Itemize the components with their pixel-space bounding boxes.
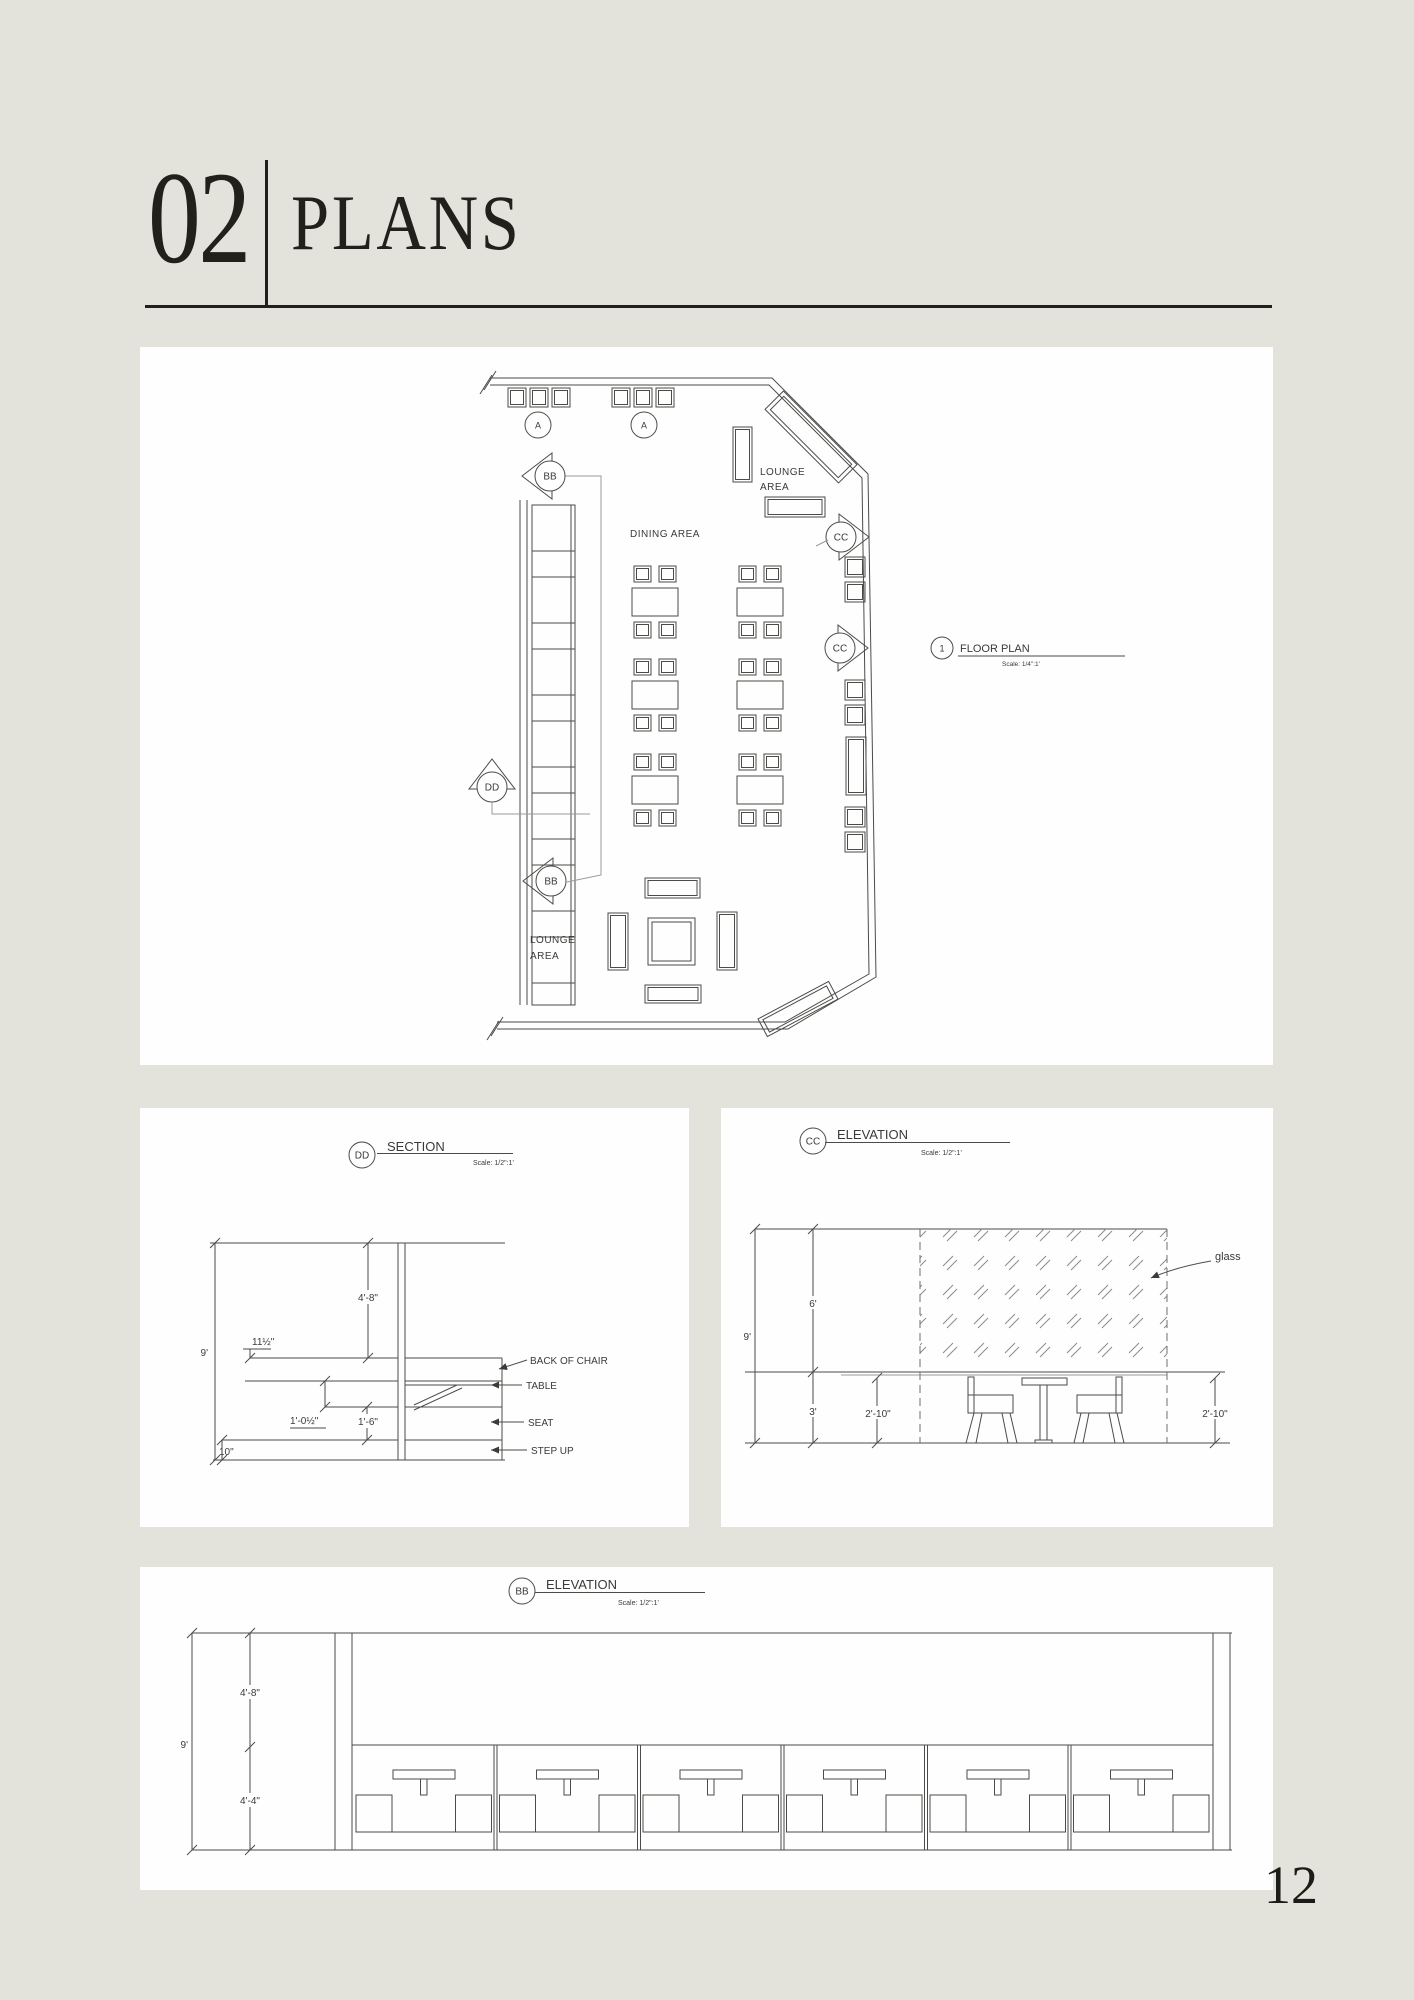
booth-bays <box>356 1745 1209 1850</box>
chairs-and-table <box>966 1377 1124 1443</box>
lounge-top-label-1: LOUNGE <box>760 467 806 478</box>
dim-upper: 4'-8" <box>240 1688 260 1699</box>
annotation-leaders <box>491 1360 527 1450</box>
elevation-bb-title: ELEVATION <box>546 1577 618 1592</box>
section-dd-drawing <box>140 1108 689 1527</box>
dim-upper: 6' <box>809 1299 817 1310</box>
section-dd-title: SECTION <box>387 1139 445 1154</box>
annotation-table: TABLE <box>526 1381 557 1392</box>
dim-counter-right: 2'-10" <box>1202 1409 1228 1420</box>
elevation-cc-bubble-label: CC <box>805 1136 821 1148</box>
dimension-lines <box>210 1238 373 1465</box>
annotation-step-up: STEP UP <box>531 1446 574 1457</box>
marker-a-2-label: A <box>640 420 648 431</box>
elevation-bb-linework <box>187 1578 1232 1855</box>
callout-scale: Scale: 1/4":1' <box>1002 661 1040 668</box>
section-dd-bubble-label: DD <box>354 1150 370 1162</box>
banquette-booths <box>520 500 575 1005</box>
marker-dd-label: DD <box>484 782 500 794</box>
section-dd-panel <box>140 1108 689 1527</box>
glass-panel <box>920 1229 1167 1443</box>
elevation-bb-panel <box>140 1567 1273 1890</box>
marker-cc-top-label: CC <box>833 532 849 544</box>
marker-a-1-label: A <box>534 420 542 431</box>
elevation-cc-drawing <box>721 1108 1273 1527</box>
dim-seat-height: 1'-6" <box>358 1417 378 1428</box>
dim-step: 10" <box>219 1447 234 1458</box>
elevation-cc-title: ELEVATION <box>837 1127 909 1142</box>
lounge-bottom-label-1: LOUNGE <box>530 935 576 946</box>
floor-plan-panel <box>140 347 1273 1065</box>
section-cut-line-bb <box>563 476 601 882</box>
glass-label: glass <box>1215 1251 1241 1263</box>
dim-upper: 4'-8" <box>358 1293 378 1304</box>
dim-counter-left: 2'-10" <box>865 1409 891 1420</box>
header-divider <box>265 160 268 307</box>
marker-cc-bottom-label: CC <box>832 643 848 655</box>
callout-number: 1 <box>939 643 945 654</box>
dim-seat-back: 11½" <box>252 1337 275 1348</box>
section-dd-text <box>201 1139 608 1458</box>
annotation-back-of-chair: BACK OF CHAIR <box>530 1356 608 1367</box>
plan-labels <box>485 421 1040 963</box>
elevation-cc-panel <box>721 1108 1273 1527</box>
window-units <box>508 388 674 407</box>
dim-lower: 3' <box>809 1407 817 1418</box>
lounge-bottom-furniture <box>608 878 737 1003</box>
dim-overall: 9' <box>180 1740 188 1751</box>
elevation-bb-scale: Scale: 1/2":1' <box>618 1600 659 1607</box>
right-wall-seating <box>758 557 866 1037</box>
page-number: 12 <box>1264 1855 1318 1915</box>
dim-lower: 4'-4" <box>240 1796 260 1807</box>
section-dd-scale: Scale: 1/2":1' <box>473 1160 514 1167</box>
lounge-bottom-label-2: AREA <box>530 951 560 962</box>
elevation-cc-linework <box>745 1128 1230 1448</box>
page-title: PLANS <box>291 179 522 266</box>
dim-overall: 9' <box>200 1348 208 1359</box>
header-rule <box>145 305 1272 308</box>
elevation-bb-drawing <box>140 1567 1273 1890</box>
elevation-bb-bubble-label: BB <box>515 1586 529 1598</box>
floor-plan-drawing <box>140 347 1273 1065</box>
lounge-top-label-2: AREA <box>760 482 790 493</box>
dim-table-height: 1'-0½" <box>290 1416 319 1427</box>
annotation-seat: SEAT <box>528 1418 554 1429</box>
marker-bb-bottom-label: BB <box>544 876 558 888</box>
dim-overall: 9' <box>743 1332 751 1343</box>
marker-bb-top-label: BB <box>543 471 557 483</box>
dining-area-label: DINING AREA <box>630 529 700 540</box>
dimension-lines <box>187 1628 255 1855</box>
callout-title: FLOOR PLAN <box>960 643 1030 655</box>
elevation-cc-scale: Scale: 1/2":1' <box>921 1150 962 1157</box>
elevation-bb-text <box>181 1577 659 1807</box>
dining-tables <box>632 566 783 826</box>
section-number: 02 <box>148 144 249 291</box>
